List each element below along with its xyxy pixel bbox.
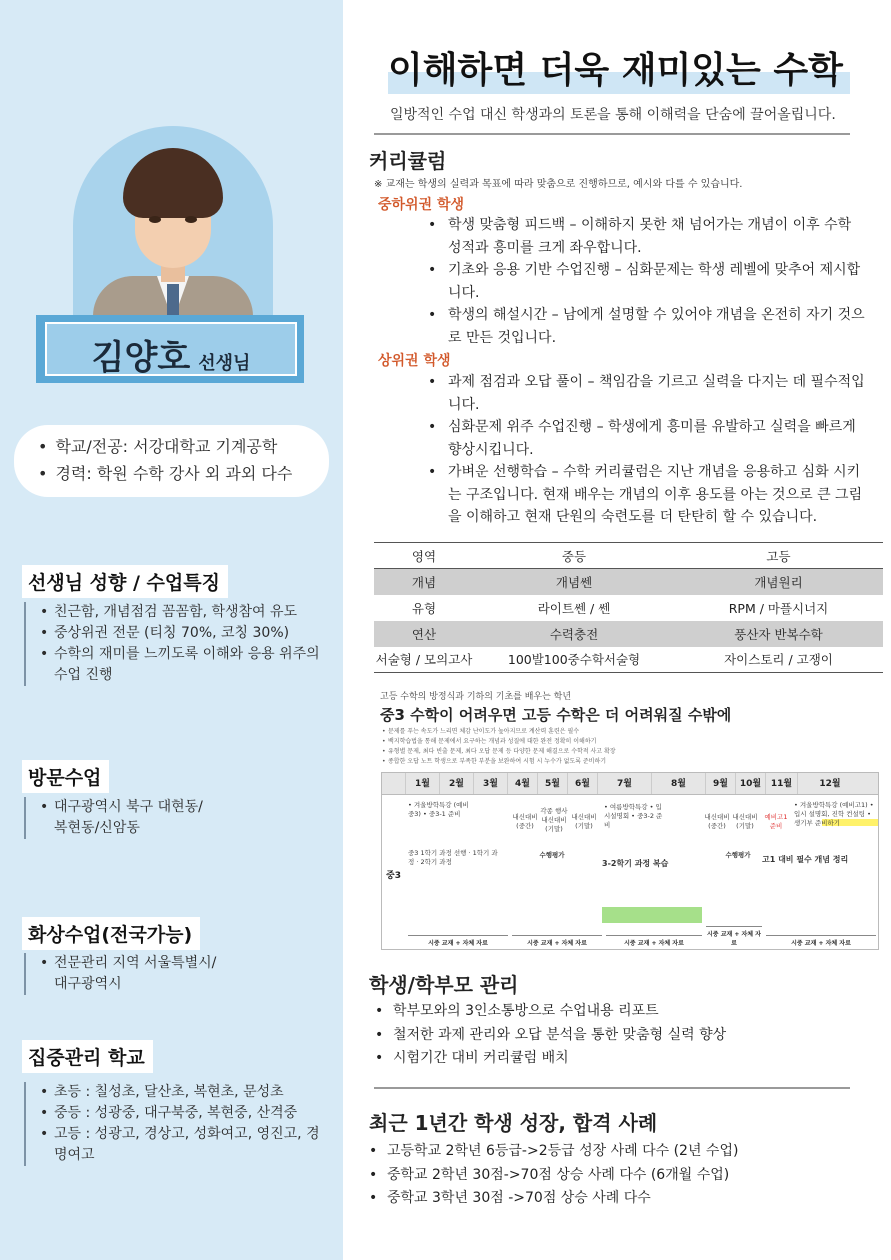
list-item: • 중등 : 성광중, 대구북중, 복현중, 산격중 — [40, 1103, 324, 1124]
list-item: • 중학교 2학년 30점->70점 상승 사례 다수 (6개월 수업) — [369, 1164, 738, 1188]
list-item: • 고등 : 성광고, 경상고, 성화여고, 영진고, 경명여고 — [40, 1124, 324, 1166]
table-cell: 수력충전 — [474, 621, 674, 647]
level-label-upper: 상위권 학생 — [378, 353, 451, 369]
schedule-cell: 내신대비 (기말) — [732, 813, 758, 830]
management-heading: 학생/학부모 관리 — [369, 973, 519, 997]
curriculum-heading: 커리큘럼 — [369, 149, 447, 173]
table-row — [374, 569, 883, 595]
schedule-cell: 각종 행사 내신대비 (기말) — [540, 807, 568, 833]
visit-list — [24, 797, 204, 839]
schedule-caption: 고등 수학의 방정식과 기하의 기초를 배우는 학년 — [380, 692, 572, 702]
table-cell: 개념원리 — [674, 569, 883, 595]
list-item: • 가벼운 선행학습 – 수학 커리큘럼은 지난 개념을 응용하고 심화 시키는 구조입니다. 현재 배우는 개념의 이후 용도를 아는 것으로 큰 그림을 이해하고 현재 단원의 숙련도를 더 탄탄히 할 수 있습니다. — [428, 461, 868, 529]
page-title: 이해하면 더욱 재미있는 수학 — [388, 50, 843, 91]
month-label: 10월 — [736, 773, 766, 794]
table-cell: 자이스토리 / 고쟁이 — [674, 647, 883, 673]
schools-list — [24, 1082, 324, 1166]
schedule-months — [382, 773, 878, 795]
visit-heading: 방문수업 — [22, 760, 109, 793]
schedule-cell: • 겨울방학특강 (예비고1) • 입시 설명회, 진학 컨설팅 • 생기부 준비하기 — [794, 801, 874, 827]
textbook-table — [374, 542, 883, 673]
table-row — [374, 595, 883, 621]
table-header: 고등 — [674, 543, 883, 569]
list-item: • 철저한 과제 관리와 오답 분석을 통한 맞춤형 실력 향상 — [375, 1024, 726, 1048]
teacher-name: 김양호 — [91, 338, 191, 378]
table-cell: 서술형 / 모의고사 — [374, 647, 474, 673]
divider — [374, 1087, 850, 1089]
table-cell: RPM / 마플시너지 — [728, 600, 829, 616]
schedule-cell: 중3 1학기 과정 선행 · 1학기 과정 · 2학기 과정 — [408, 849, 498, 866]
online-heading: 화상수업(전국가능) — [22, 917, 200, 950]
profile-career: • 경력: 학원 수학 강사 외 과외 다수 — [38, 460, 329, 487]
schedule-cell: 3-2학기 과정 복습 — [602, 859, 669, 868]
list-item: • 초등 : 칠성초, 달산초, 복현초, 문성초 — [40, 1082, 324, 1103]
month-label: 4월 — [508, 773, 538, 794]
schedule-bullets — [382, 727, 862, 767]
month-label: 8월 — [652, 773, 706, 794]
list-item: • 대구광역시 북구 대현동/복현동/신암동 — [40, 797, 204, 839]
table-header: 영역 — [374, 543, 474, 569]
schedule-footer: 시중 교재 + 자체 자료 — [606, 935, 702, 947]
schedule-grid — [381, 772, 879, 950]
schedule-cell: 내신대비 (중간) — [512, 813, 538, 830]
table-header-row — [374, 543, 883, 569]
curriculum-note: ※ 교재는 학생의 실력과 목표에 따라 맞춤으로 진행하므로, 예시와 다를 수 있습니다. — [374, 179, 743, 190]
schedule-footer: 시중 교재 + 자체 자료 — [512, 935, 602, 947]
list-item: • 중상위권 전문 (티칭 70%, 코칭 30%) — [40, 623, 334, 644]
table-cell: 개념쎈 — [474, 569, 674, 595]
schedule-row-label: 중3 — [386, 871, 401, 881]
growth-list — [369, 1140, 738, 1211]
traits-list — [24, 602, 334, 686]
list-item: • 수학의 재미를 느끼도록 이해와 응용 위주의 수업 진행 — [40, 644, 334, 686]
month-label: 7월 — [598, 773, 652, 794]
month-label: 11월 — [766, 773, 798, 794]
month-label: 3월 — [474, 773, 508, 794]
clover-strip — [602, 907, 702, 923]
table-cell: 연산 — [374, 621, 474, 647]
month-label: 6월 — [568, 773, 598, 794]
list-item: • 백지학습법을 통해 문제에서 요구하는 개념과 성질에 대한 완전 정확히 이해하기 — [382, 737, 862, 747]
teacher-title: 선생님 — [198, 353, 251, 374]
list-item: • 과제 점검과 오답 풀이 – 책임감을 기르고 실력을 다지는 데 필수적입니다. — [428, 371, 868, 416]
page-subtitle: 일방적인 수업 대신 학생과의 토론을 통해 이해력을 단숨에 끌어올립니다. — [390, 107, 836, 123]
management-list — [375, 1000, 726, 1071]
level-label-lower: 중하위권 학생 — [378, 197, 465, 213]
schedule-footer: 시중 교재 + 자체 자료 — [706, 926, 762, 947]
table-cell: 100발100중수학서술형 — [474, 647, 674, 673]
schedule-cell: 수행평가 — [725, 851, 751, 859]
table-header: 중등 — [474, 543, 674, 569]
month-label: 5월 — [538, 773, 568, 794]
schedule-cell: 고1 대비 필수 개념 정리 — [762, 855, 849, 864]
schedule-title: 중3 수학이 어려우면 고등 수학은 더 어려워질 수밖에 — [380, 706, 732, 724]
list-item: • 중학교 3학년 30점 ->70점 상승 사례 다수 — [369, 1187, 738, 1211]
list-item: • 종합한 오답 노트 학생으로 부족한 부분을 보완하여 시험 시 누수가 없도록 준비하기 — [382, 757, 862, 767]
upper-level-list — [428, 371, 868, 529]
table-cell: 유형 — [411, 600, 437, 616]
schedule-cell: 예비고1 준비 — [764, 813, 788, 830]
growth-heading: 최근 1년간 학생 성장, 합격 사례 — [369, 1111, 658, 1135]
name-plate — [45, 322, 297, 376]
table-row — [374, 647, 883, 673]
table-cell: 라이트쎈 / 쎈 — [537, 600, 611, 616]
profile-card — [14, 425, 329, 497]
list-item: • 고등학교 2학년 6등급->2등급 성장 사례 다수 (2년 수업) — [369, 1140, 738, 1164]
list-item: • 심화문제 위주 수업진행 – 학생에게 흥미를 유발하고 실력을 빠르게 향상시킵니다. — [428, 416, 868, 461]
month-label: 1월 — [406, 773, 440, 794]
list-item: • 기초와 응용 기반 수업진행 – 심화문제는 학생 레벨에 맞추어 제시합니다. — [428, 259, 868, 304]
schedule-cell: 수행평가 — [539, 851, 565, 859]
divider — [374, 133, 850, 135]
lower-level-list — [428, 214, 868, 349]
schedule-footer: 시중 교재 + 자체 자료 — [766, 935, 876, 947]
schools-heading: 집중관리 학교 — [22, 1040, 153, 1073]
profile-school: • 학교/전공: 서강대학교 기계공학 — [38, 433, 329, 460]
traits-heading: 선생님 성향 / 수업특징 — [22, 565, 228, 598]
schedule-cell: • 겨울방학특강 (예비중3) • 중3-1 준비 — [408, 801, 469, 818]
list-item: • 문제를 푸는 속도가 느리면 체감 난이도가 높아지므로 계산력 훈련은 필수 — [382, 727, 862, 737]
list-item: • 학생 맞춤형 피드백 – 이해하지 못한 채 넘어가는 개념이 이후 수학 성적과 흥미를 크게 좌우합니다. — [428, 214, 868, 259]
month-label: 9월 — [706, 773, 736, 794]
list-item: • 친근함, 개념점검 꼼꼼함, 학생참여 유도 — [40, 602, 334, 623]
list-item: • 전문관리 지역 서울특별시/대구광역시 — [40, 953, 224, 995]
table-row — [374, 621, 883, 647]
list-item: • 시험기간 대비 커리큘럼 배치 — [375, 1047, 726, 1071]
list-item: • 유형별 문제, 최다 빈출 문제, 최다 오답 문제 등 다양한 문제 해결으로 수학적 사고 확장 — [382, 747, 862, 757]
month-label: 12월 — [819, 779, 841, 789]
schedule-cell: 내신대비 (중간) — [704, 813, 730, 830]
schedule-cell: 내신대비 (기말) — [571, 813, 597, 830]
online-list — [24, 953, 224, 995]
schedule-footer: 시중 교재 + 자체 자료 — [408, 935, 508, 947]
list-item: • 학부모와의 3인소통방으로 수업내용 리포트 — [375, 1000, 726, 1024]
month-label: 2월 — [440, 773, 474, 794]
list-item: • 학생의 해설시간 – 남에게 설명할 수 있어야 개념을 온전히 자기 것으로 만든 것입니다. — [428, 304, 868, 349]
table-cell: 개념 — [374, 569, 474, 595]
table-cell: 풍산자 반복수학 — [674, 621, 883, 647]
schedule-cell: • 여름방학특강 • 입시설명회 • 중3-2 준비 — [604, 803, 663, 829]
profile-sidebar — [0, 0, 343, 1260]
teacher-portrait — [73, 126, 273, 316]
